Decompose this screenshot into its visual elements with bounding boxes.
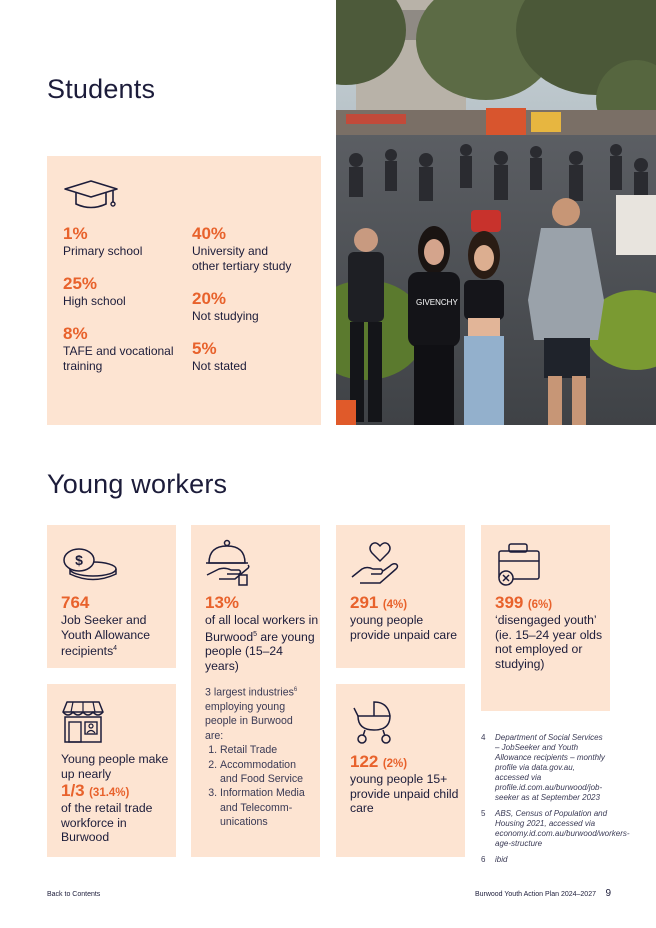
jobseeker-card: [47, 525, 176, 668]
jobseeker-text: Job Seeker and Youth Allowance recipients: [61, 613, 150, 659]
footnote-ref: 6: [293, 687, 298, 693]
footnote-6: [481, 855, 610, 865]
page-number: 9: [605, 888, 611, 899]
footnote-text: ABS, Census of Population and Housing 2021, accessed via economy.id.com.au/burwood/workers-age-structure: [495, 809, 630, 848]
students-heading: Students: [47, 74, 156, 104]
child-care-text-group: [350, 752, 462, 816]
retail-text-group: [61, 752, 173, 845]
local-workers-card: [191, 525, 320, 857]
disengaged-percent: (6%): [527, 599, 553, 611]
industry-item: 1. Retail Trade: [220, 743, 313, 757]
industries-intro: [205, 683, 313, 743]
disengaged-text-group: [495, 593, 607, 671]
industry-item: 2. Accommodation and Food Service: [220, 758, 313, 787]
stat-label: Not studying: [192, 309, 259, 323]
retail-label-b: of the retail trade workforce in Burwood: [61, 801, 153, 845]
child-care-number: 122: [350, 752, 379, 771]
disengaged-figure: [495, 593, 607, 613]
coins-icon: [61, 547, 119, 581]
local-workers-text-a: of all local workers in Burwood: [205, 613, 319, 644]
local-workers-label: [205, 613, 320, 673]
stat-value: 5%: [192, 339, 217, 358]
retail-label-a: Young people make up nearly: [61, 752, 169, 781]
industry-item: 3. Information Media and Telecomm-unications: [220, 786, 313, 829]
storefront-icon: [61, 700, 105, 744]
disengaged-number: 399: [495, 593, 524, 612]
unpaid-care-label: young people provide unpaid care: [350, 613, 458, 642]
child-care-label: young people 15+ provide unpaid child care: [350, 772, 459, 816]
industries-intro-text-b: employing young people in Burwood are:: [205, 700, 293, 742]
students-right-column: [192, 224, 292, 374]
disengaged-label: ‘disengaged youth’ (ie. 15–24 year olds not employed or studying): [495, 613, 603, 671]
stat-not-stated: [192, 339, 292, 374]
footnotes: [481, 733, 630, 865]
stat-value: 40%: [192, 224, 227, 243]
stat-high-school: [63, 274, 187, 309]
svg-text:$: $: [75, 552, 83, 568]
disengaged-card: [481, 525, 610, 711]
footnote-ref: 5: [253, 630, 258, 638]
footnote-text: Department of Social Services – JobSeeker and Youth Allowance recipients – monthly profile via data.gov.au, accessed via profile.id.com.au/burwood/job-seeker as at September 2023: [495, 733, 605, 802]
child-care-figure: [350, 752, 462, 772]
jobseeker-number: 764: [61, 593, 90, 612]
stat-not-studying: [192, 289, 292, 324]
pram-icon: [352, 700, 396, 744]
stat-label: Primary school: [63, 244, 143, 258]
industries-ordered-list: [205, 743, 313, 829]
retail-figure: [61, 781, 173, 801]
footnote-number: 6: [481, 855, 486, 864]
young-workers-heading: Young workers: [47, 469, 228, 499]
stat-value: 20%: [192, 289, 227, 308]
stat-university: [192, 224, 292, 274]
unpaid-care-number: 291: [350, 593, 379, 612]
cloche-icon: [205, 539, 251, 587]
footnote-4: [481, 733, 610, 803]
unpaid-care-figure: [350, 593, 462, 613]
local-workers-number: 13%: [205, 593, 240, 612]
briefcase-x-icon: [497, 543, 543, 587]
footnote-5: [481, 809, 630, 849]
stat-label: Not stated: [192, 359, 247, 373]
shirt-print: GIVENCHY: [416, 298, 458, 307]
unpaid-care-card: [336, 525, 465, 668]
child-care-card: [336, 684, 465, 857]
back-to-contents-link[interactable]: Back to Contents: [47, 891, 101, 898]
stat-tafe: [63, 324, 187, 374]
street-crowd-photo: [336, 0, 656, 425]
students-left-column: [63, 224, 187, 374]
footnote-number: 4: [481, 733, 486, 742]
footnote-ref: 4: [113, 645, 118, 653]
industries-list: [205, 683, 313, 830]
unpaid-care-text-group: [350, 593, 462, 642]
footnote-number: 5: [481, 809, 486, 818]
document-title: Burwood Youth Action Plan 2024–2027: [474, 891, 596, 898]
stat-label: University and other tertiary study: [192, 244, 292, 273]
retail-card: [47, 684, 176, 857]
footnote-text: ibid: [495, 855, 508, 864]
stat-primary: [63, 224, 187, 259]
stat-value: 8%: [63, 324, 88, 343]
child-care-percent: (2%): [382, 758, 408, 770]
students-panel: [47, 156, 321, 425]
local-workers-text-group: [205, 593, 320, 673]
hand-heart-icon: [350, 541, 402, 585]
jobseeker-label: [61, 613, 173, 659]
stat-value: 1%: [63, 224, 88, 243]
retail-percent: (31.4%): [89, 787, 130, 800]
jobseeker-text-group: [61, 593, 173, 659]
unpaid-care-percent: (4%): [382, 599, 408, 611]
stat-label: High school: [63, 294, 126, 308]
stat-label: TAFE and vocational training: [63, 344, 174, 373]
local-workers-text-b: are young people (15–24 years): [205, 629, 315, 673]
graduation-cap-icon: [63, 180, 119, 212]
stat-value: 25%: [63, 274, 98, 293]
retail-number: 1/3: [61, 781, 85, 801]
industries-intro-text: 3 largest industries: [205, 686, 294, 699]
